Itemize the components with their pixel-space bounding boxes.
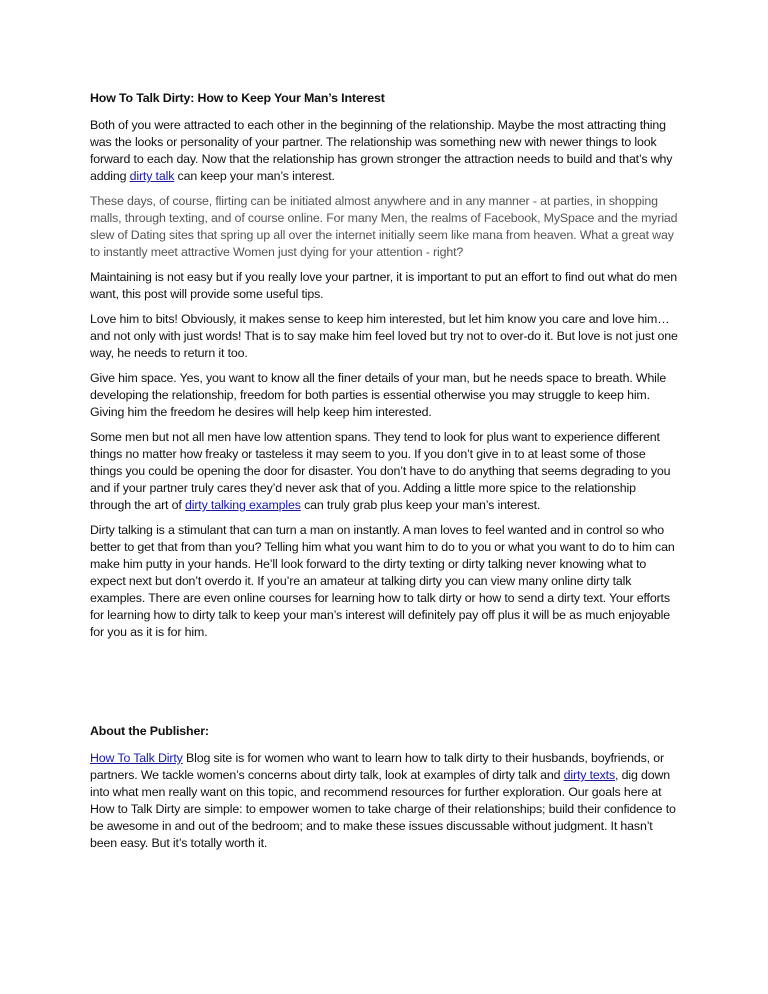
article-title: How To Talk Dirty: How to Keep Your Man’s Interest <box>90 91 385 105</box>
paragraph-text: , dig down into what men really want on this topic, and recommend resources for further exploration. Our goals here at How to Talk Dirty are simple: to empower women to take charge of their relationships; build their confidence to be awesome in and out of the bedroom; and to make these issues discussable without judgment. It hasn’t been easy. But it’s totally worth it. <box>90 768 676 850</box>
paragraph-intro <box>90 117 680 185</box>
paragraph-text: can keep your man’s interest. <box>174 169 335 183</box>
paragraph-maintaining: Maintaining is not easy but if you really love your partner, it is important to put an effort to find out what do men want, this post will provide some useful tips. <box>90 270 677 301</box>
spacer <box>90 649 680 723</box>
dirty-talking-examples-link[interactable]: dirty talking examples <box>184 498 301 512</box>
paragraph-text: Some men but not all men have low attention spans. They tend to look for plus want to experience different things no matter how freaky or tasteless it may seem to you. If you don’t give in to at least some of those things you could be opening the door for disaster. You don’t have to do anything that seems degrading to you and if your partner truly cares they’d never ask that of you. Adding a little more spice to the relationship through the art of <box>90 430 671 512</box>
how-to-talk-dirty-link[interactable]: How To Talk Dirty <box>90 751 183 765</box>
dirty-talk-link[interactable]: dirty talk <box>129 169 175 183</box>
paragraph-flirting: These days, of course, flirting can be initiated almost anywhere and in any manner - at parties, in shopping malls, through texting, and of course online. For many Men, the realms of Facebook, MySpace and the myriad slew of Dating sites that spring up all over the internet initially seem like mana from heaven. What a great way to instantly meet attractive Women just dying for your attention - right? <box>90 194 678 259</box>
paragraph-stimulant: Dirty talking is a stimulant that can turn a man on instantly. A man loves to feel wanted and in control so who better to get that from than you? Telling him what you want him to do to you or what you want to do to him can make him putty in your hands. He’ll look forward to the dirty texting or dirty talking never knowing what to expect next but don’t overdo it. If you’re an amateur at talking dirty you can view many online dirty talk examples. There are even online courses for learning how to talk dirty or how to send a dirty text. Your efforts for learning how to dirty talk to keep your man’s interest will definitely pay off plus it will be as much enjoyable for you as it is for him. <box>90 523 675 639</box>
document-body <box>90 90 680 860</box>
paragraph-love: Love him to bits! Obviously, it makes sense to keep him interested, but let him know you care and love him… and not only with just words! That is to say make him feel loved but try not to over-do it. But love is not just one way, he needs to return it too. <box>90 312 678 360</box>
paragraph-about <box>90 750 680 852</box>
paragraph-text: can truly grab plus keep your man’s interest. <box>300 498 541 512</box>
dirty-texts-link[interactable]: dirty texts <box>563 768 616 782</box>
paragraph-attention <box>90 429 680 514</box>
paragraph-space: Give him space. Yes, you want to know all the finer details of your man, but he needs space to breath. While developing the relationship, freedom for both parties is essential otherwise you may struggle to keep him. Giving him the freedom he desires will help keep him interested. <box>90 371 667 419</box>
paragraph-text: Blog site is for women who want to learn how to talk dirty to their husbands, boyfriends, or partners. We tackle women’s concerns about dirty talk, look at examples of dirty talk and <box>90 751 664 782</box>
paragraph-text: Both of you were attracted to each other in the beginning of the relationship. Maybe the most attracting thing was the looks or personality of your partner. The relationship was something new with newer things to look forward to each day. Now that the relationship has grown stronger the attraction needs to build and that’s why adding <box>90 118 673 183</box>
about-heading: About the Publisher: <box>90 724 209 738</box>
